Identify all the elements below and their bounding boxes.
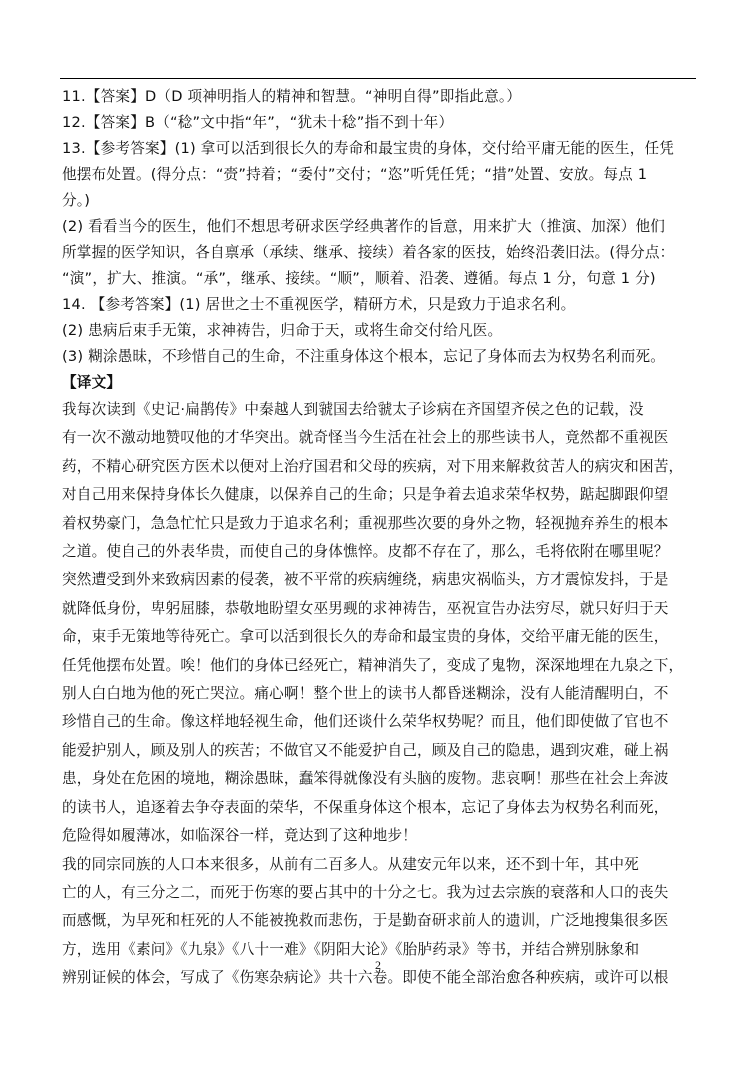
answer-13-line-5: 所掌握的医学知识，各自禀承（承续、继承、接续）着各家的医技，始终沿袭旧法。(得分点： <box>62 244 675 261</box>
translation-line: 有一次不激动地赞叹他的才华突出。就奇怪当今生活在社会上的那些读书人，竟然都不重视医 <box>62 429 669 447</box>
translation-line: 任凭他摆布处置。唉！他们的身体已经死亡，精神消失了，变成了鬼物，深深地埋在九泉之下， <box>62 656 684 674</box>
answer-13-line-6: “演”，扩大、推演。“承”，继承、接续。“顺”，顺着、沿袭、遵循。每点 1 分，句意 1 分) <box>62 270 656 287</box>
translation-line: 亡的人，有三分之二，而死于伤寒的要占其中的十分之七。我为过去宗族的衰落和人口的丧失 <box>62 883 669 901</box>
answer-13-line-3: 分。) <box>62 192 91 209</box>
translation-paragraph-1 <box>62 396 698 851</box>
answer-13-line-2: 他摆布处置。(得分点：“赍”持着；“委付”交付；“恣”听凭任凭；“措”处置、安放。每点 1 <box>62 166 648 183</box>
document-body <box>62 84 698 993</box>
translation-line: 危险得如履薄冰，如临深谷一样，竟达到了这种地步！ <box>62 827 418 845</box>
translation-line: 就降低身份，卑躬屈膝，恭敬地盼望女巫男觋的求神祷告，巫祝宣告办法穷尽，就只好归于天 <box>62 599 669 617</box>
translation-line: 能爱护别人，顾及别人的疾苦；不做官又不能爱护自己，顾及自己的隐患，遇到灾难，碰上祸 <box>62 741 669 759</box>
translation-heading: 【译文】 <box>62 374 122 391</box>
translation-line: 命，束手无策地等待死亡。拿可以活到很长久的寿命和最宝贵的身体，交给平庸无能的医生， <box>62 628 669 646</box>
header-rule <box>60 78 696 79</box>
translation-line: 我每次读到《史记·扁鹊传》中秦越人到虢国去给虢太子诊病在齐国望齐侯之色的记载，没 <box>62 401 644 418</box>
translation-line: 着权势豪门，急急忙忙只是致力于追求名利；重视那些次要的身外之物，轻视抛弃养生的根本 <box>62 514 669 532</box>
answer-12: 12.【答案】B（“稔”文中指“年”，“犹未十稔”指不到十年） <box>62 114 454 131</box>
translation-line: 对自己用来保持身体长久健康，以保养自己的生命；只是争着去追求荣华权势，踮起脚跟仰望 <box>62 486 669 504</box>
answer-13-line-4: (2) 看看当今的医生，他们不想思考研求医学经典著作的旨意，用来扩大（推演、加深）他们 <box>62 218 666 235</box>
translation-line: 突然遭受到外来致病因素的侵袭，被不平常的疾病缠绕，病患灾祸临头，方才震惊发抖，于是 <box>62 571 669 589</box>
translation-line: 别人白白地为他的死亡哭泣。痛心啊！整个世上的读书人都昏迷糊涂，没有人能清醒明白，不 <box>62 685 669 703</box>
translation-line: 辨别证候的体会，写成了《伤寒杂病论》共十六卷。即使不能全部治愈各种疾病，或许可以根 <box>62 969 669 987</box>
page-number: 2 <box>375 958 381 972</box>
translation-line: 药，不精心研究医方医术以便对上治疗国君和父母的疾病，对下用来解救贫苦人的病灾和困苦， <box>62 457 684 475</box>
translation-line: 珍惜自己的生命。像这样地轻视生命，他们还谈什么荣华权势呢？而且，他们即使做了官也不 <box>62 713 669 731</box>
translation-line: 患，身处在危困的境地，糊涂愚昧，蠢笨得就像没有头脑的废物。悲哀啊！那些在社会上奔波 <box>62 770 669 788</box>
translation-line: 方，选用《素问》《九泉》《八十一难》《阴阳大论》《胎胪药录》等书，并结合辨别脉象和 <box>62 940 640 958</box>
answer-14-line-2: (2) 患病后束手无策，求神祷告，归命于天，或将生命交付给凡医。 <box>62 322 503 339</box>
answer-14-line-1: 14. 【参考答案】(1) 居世之士不重视医学，精研方术，只是致力于追求名利。 <box>62 296 576 313</box>
translation-line: 我的同宗同族的人口本来很多，从前有二百多人。从建安元年以来，还不到十年，其中死 <box>62 855 639 873</box>
answer-13-line-1: 13.【参考答案】(1) 拿可以活到很长久的寿命和最宝贵的身体，交付给平庸无能的医生，任凭 <box>62 140 675 157</box>
translation-line: 之道。使自己的外表华贵，而使自己的身体憔悴。皮都不存在了，那么，毛将依附在哪里呢？ <box>62 543 669 561</box>
answer-14-line-3: (3) 糊涂愚昧，不珍惜自己的生命，不注重身体这个根本，忘记了身体而去为权势名利而死。 <box>62 348 666 365</box>
translation-line: 的读书人，追逐着去争夺表面的荣华，不保重身体这个根本，忘记了身体去为权势名利而死， <box>62 798 669 816</box>
answer-11: 11.【答案】D（D 项神明指人的精神和智慧。“神明自得”即指此意。） <box>62 88 522 105</box>
translation-line: 而感慨，为早死和枉死的人不能被挽救而悲伤，于是勤奋研求前人的遗训，广泛地搜集很多医 <box>62 912 669 930</box>
